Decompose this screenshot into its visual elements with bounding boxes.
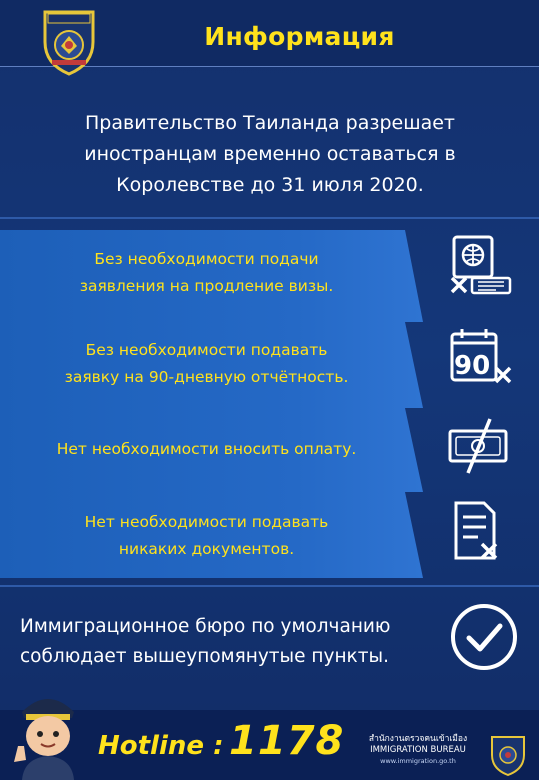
intro-line: Правительство Таиланда разрешает: [85, 112, 455, 134]
band-line: Без необходимости подачи: [94, 250, 319, 268]
note-line: соблюдает вышеупомянутые пункты.: [20, 646, 389, 667]
band-line: Нет необходимости вносить оплату.: [56, 440, 357, 458]
hotline-number[interactable]: 1178: [229, 718, 345, 764]
intro-line: Королевстве до 31 июля 2020.: [116, 174, 424, 196]
note-line: Иммиграционное бюро по умолчанию: [20, 616, 391, 637]
note-text: [20, 612, 440, 672]
hotline: [98, 718, 344, 764]
check-circle-icon: [448, 601, 520, 673]
passport-cross-icon: [446, 234, 516, 296]
divider: [0, 217, 539, 219]
footer-badge-icon: [490, 735, 526, 777]
page-title: Информация: [204, 22, 395, 51]
police-mascot-icon: [8, 676, 88, 780]
band-line: заявку на 90-дневную отчётность.: [64, 368, 349, 386]
document-cross-icon: [446, 500, 516, 562]
bureau-thai-name: สำนักงานตรวจคนเข้าเมือง: [368, 734, 468, 744]
calendar-90-label: 90: [454, 351, 491, 381]
banknote-crossed-icon: [446, 415, 516, 477]
band-line: Без необходимости подавать: [85, 341, 328, 359]
bureau-english-name: IMMIGRATION BUREAU: [370, 745, 466, 755]
intro-text: [20, 108, 520, 201]
info-band-documents-text: [0, 509, 413, 563]
divider: [0, 585, 539, 587]
info-band-payment-text: [0, 436, 413, 463]
band-line: Нет необходимости подавать: [84, 513, 329, 531]
intro-line: иностранцам временно оставаться в: [84, 143, 456, 165]
band-line: заявления на продление визы.: [79, 277, 334, 295]
bureau-url[interactable]: www.immigration.go.th: [380, 757, 456, 765]
calendar-90-cross-icon: [446, 326, 516, 388]
hotline-label: Hotline :: [98, 731, 224, 761]
info-band-90day-text: [0, 337, 413, 391]
info-band-visa-text: [0, 246, 413, 300]
band-line: никаких документов.: [118, 540, 295, 558]
bureau-info: [362, 733, 474, 766]
